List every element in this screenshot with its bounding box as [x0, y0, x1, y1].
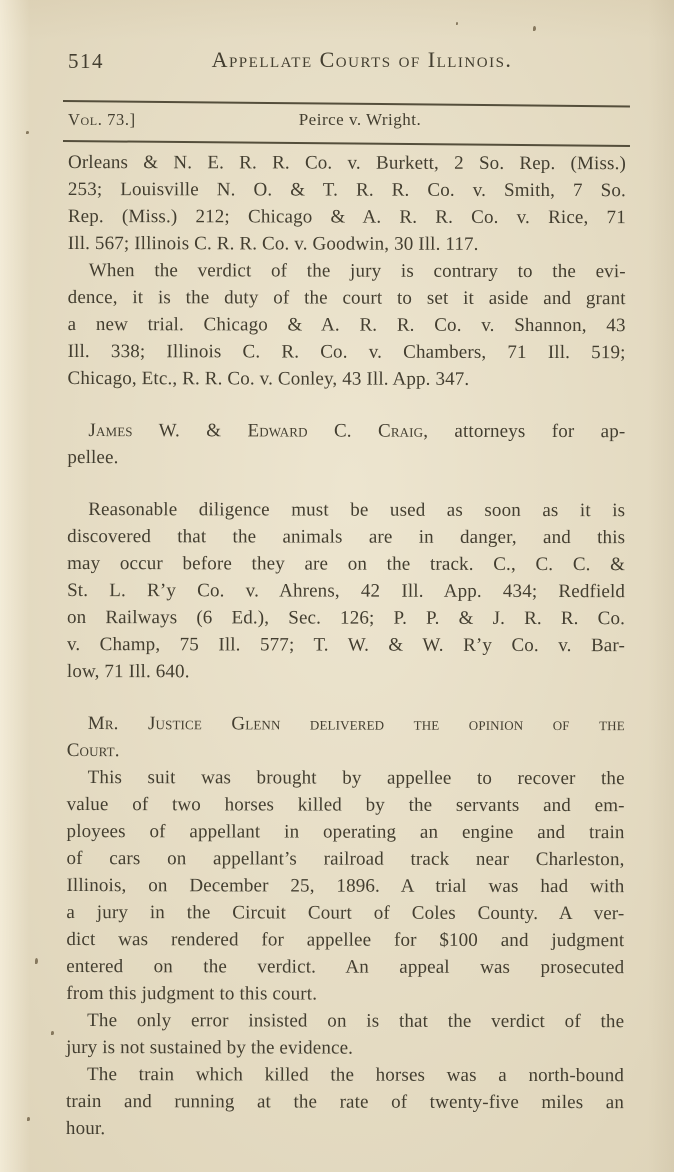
text-line: v. Champ, 75 Ill. 577; T. W. & W. R’y Co. v. Bar-	[66, 633, 625, 657]
text-line: Ill. 338; Illinois C. R. Co. v. Chambers, 71 Ill. 519;	[67, 340, 626, 364]
text-line: The train which killed the horses was a north-bound	[87, 1064, 625, 1087]
paragraph	[67, 710, 625, 765]
text-line: a jury in the Circuit Court of Coles County. A ver-	[66, 901, 625, 925]
text-line: Ill. 567; Illinois C. R. R. Co. v. Goodwin, 30 Ill. 117.	[67, 232, 479, 255]
text-line: dict was rendered for appellee for $100 and judgment	[66, 928, 625, 952]
text-line: a new trial. Chicago & A. R. R. Co. v. Shannon, 43	[67, 313, 626, 337]
text-line: Chicago, Etc., R. R. Co. v. Conley, 43 Ill. App. 347.	[67, 367, 470, 390]
scan-speck	[533, 26, 536, 31]
scan-speck	[27, 1117, 30, 1121]
text-line: value of two horses killed by the servants and em-	[66, 793, 625, 817]
text-line: discovered that the animals are in danger, and this	[67, 525, 626, 549]
page-number: 514	[68, 49, 104, 73]
page-header-title: Appellate Courts of Illinois.	[211, 47, 513, 72]
text-line: This suit was brought by appellee to recover the	[87, 767, 625, 790]
text-line: dence, it is the duty of the court to set it aside and grant	[67, 286, 626, 310]
paragraph	[67, 496, 625, 686]
text-line: ployees of appellant in operating an engine and train	[66, 820, 625, 844]
text-line: Orleans & N. E. R. R. Co. v. Burkett, 2 So. Rep. (Miss.)	[67, 152, 626, 175]
text-line: hour.	[65, 1117, 106, 1140]
paragraph	[66, 1007, 624, 1062]
paragraph	[66, 764, 625, 1008]
text-line	[67, 417, 625, 445]
small-caps-text: James W. & Edward C. Craig,	[88, 420, 429, 442]
text-line: The only error insisted on is that the verdict of the	[87, 1010, 625, 1033]
text-line: from this judgment to this court.	[66, 982, 318, 1005]
paragraph	[66, 1061, 624, 1143]
text-line: Reasonable diligence must be used as soon as it is	[88, 499, 626, 522]
text-line: When the verdict of the jury is contrary to the evi-	[88, 260, 626, 283]
header-rule-bottom	[63, 140, 630, 147]
text-line: jury is not sustained by the evidence.	[66, 1036, 354, 1059]
scan-speck	[456, 22, 458, 25]
paragraph	[67, 417, 625, 472]
text-line: low, 71 Ill. 640.	[66, 660, 190, 683]
text-line: of cars on appellant’s railroad track near Charleston,	[66, 847, 625, 871]
text-line: on Railways (6 Ed.), Sec. 126; P. P. & J. R. R. Co.	[66, 606, 626, 630]
text-line: train and running at the rate of twenty-five miles an	[65, 1090, 625, 1114]
paragraph	[67, 257, 625, 393]
text-line: Mr. Justice Glenn delivered the opinion of the	[87, 713, 625, 736]
text-line: pellee.	[67, 446, 119, 469]
text-segment: attorneys for ap-	[428, 420, 626, 443]
text-line: St. L. R’y Co. v. Ahrens, 42 Ill. App. 434; Redfield	[67, 579, 626, 603]
text-line: may occur before they are on the track. C., C. C. &	[67, 552, 626, 576]
text-line: entered on the verdict. An appeal was prosecuted	[66, 955, 625, 979]
scan-speck	[35, 958, 38, 964]
header-rule-top	[63, 100, 630, 107]
text-line: Rep. (Miss.) 212; Chicago & A. R. R. Co. v. Rice, 71	[67, 205, 626, 229]
text-block	[66, 149, 626, 1143]
text-line: Court.	[66, 739, 120, 762]
paragraph	[68, 149, 626, 258]
scan-speck	[26, 131, 29, 134]
scan-speck	[51, 1031, 54, 1035]
text-line: Illinois, on December 25, 1896. A trial was had with	[66, 874, 625, 898]
text-line: 253; Louisville N. O. & T. R. R. Co. v. Smith, 7 So.	[67, 178, 626, 202]
running-head-case-name: Peirce v. Wright.	[298, 110, 422, 129]
running-head-volume: Vol. 73.]	[68, 110, 136, 129]
